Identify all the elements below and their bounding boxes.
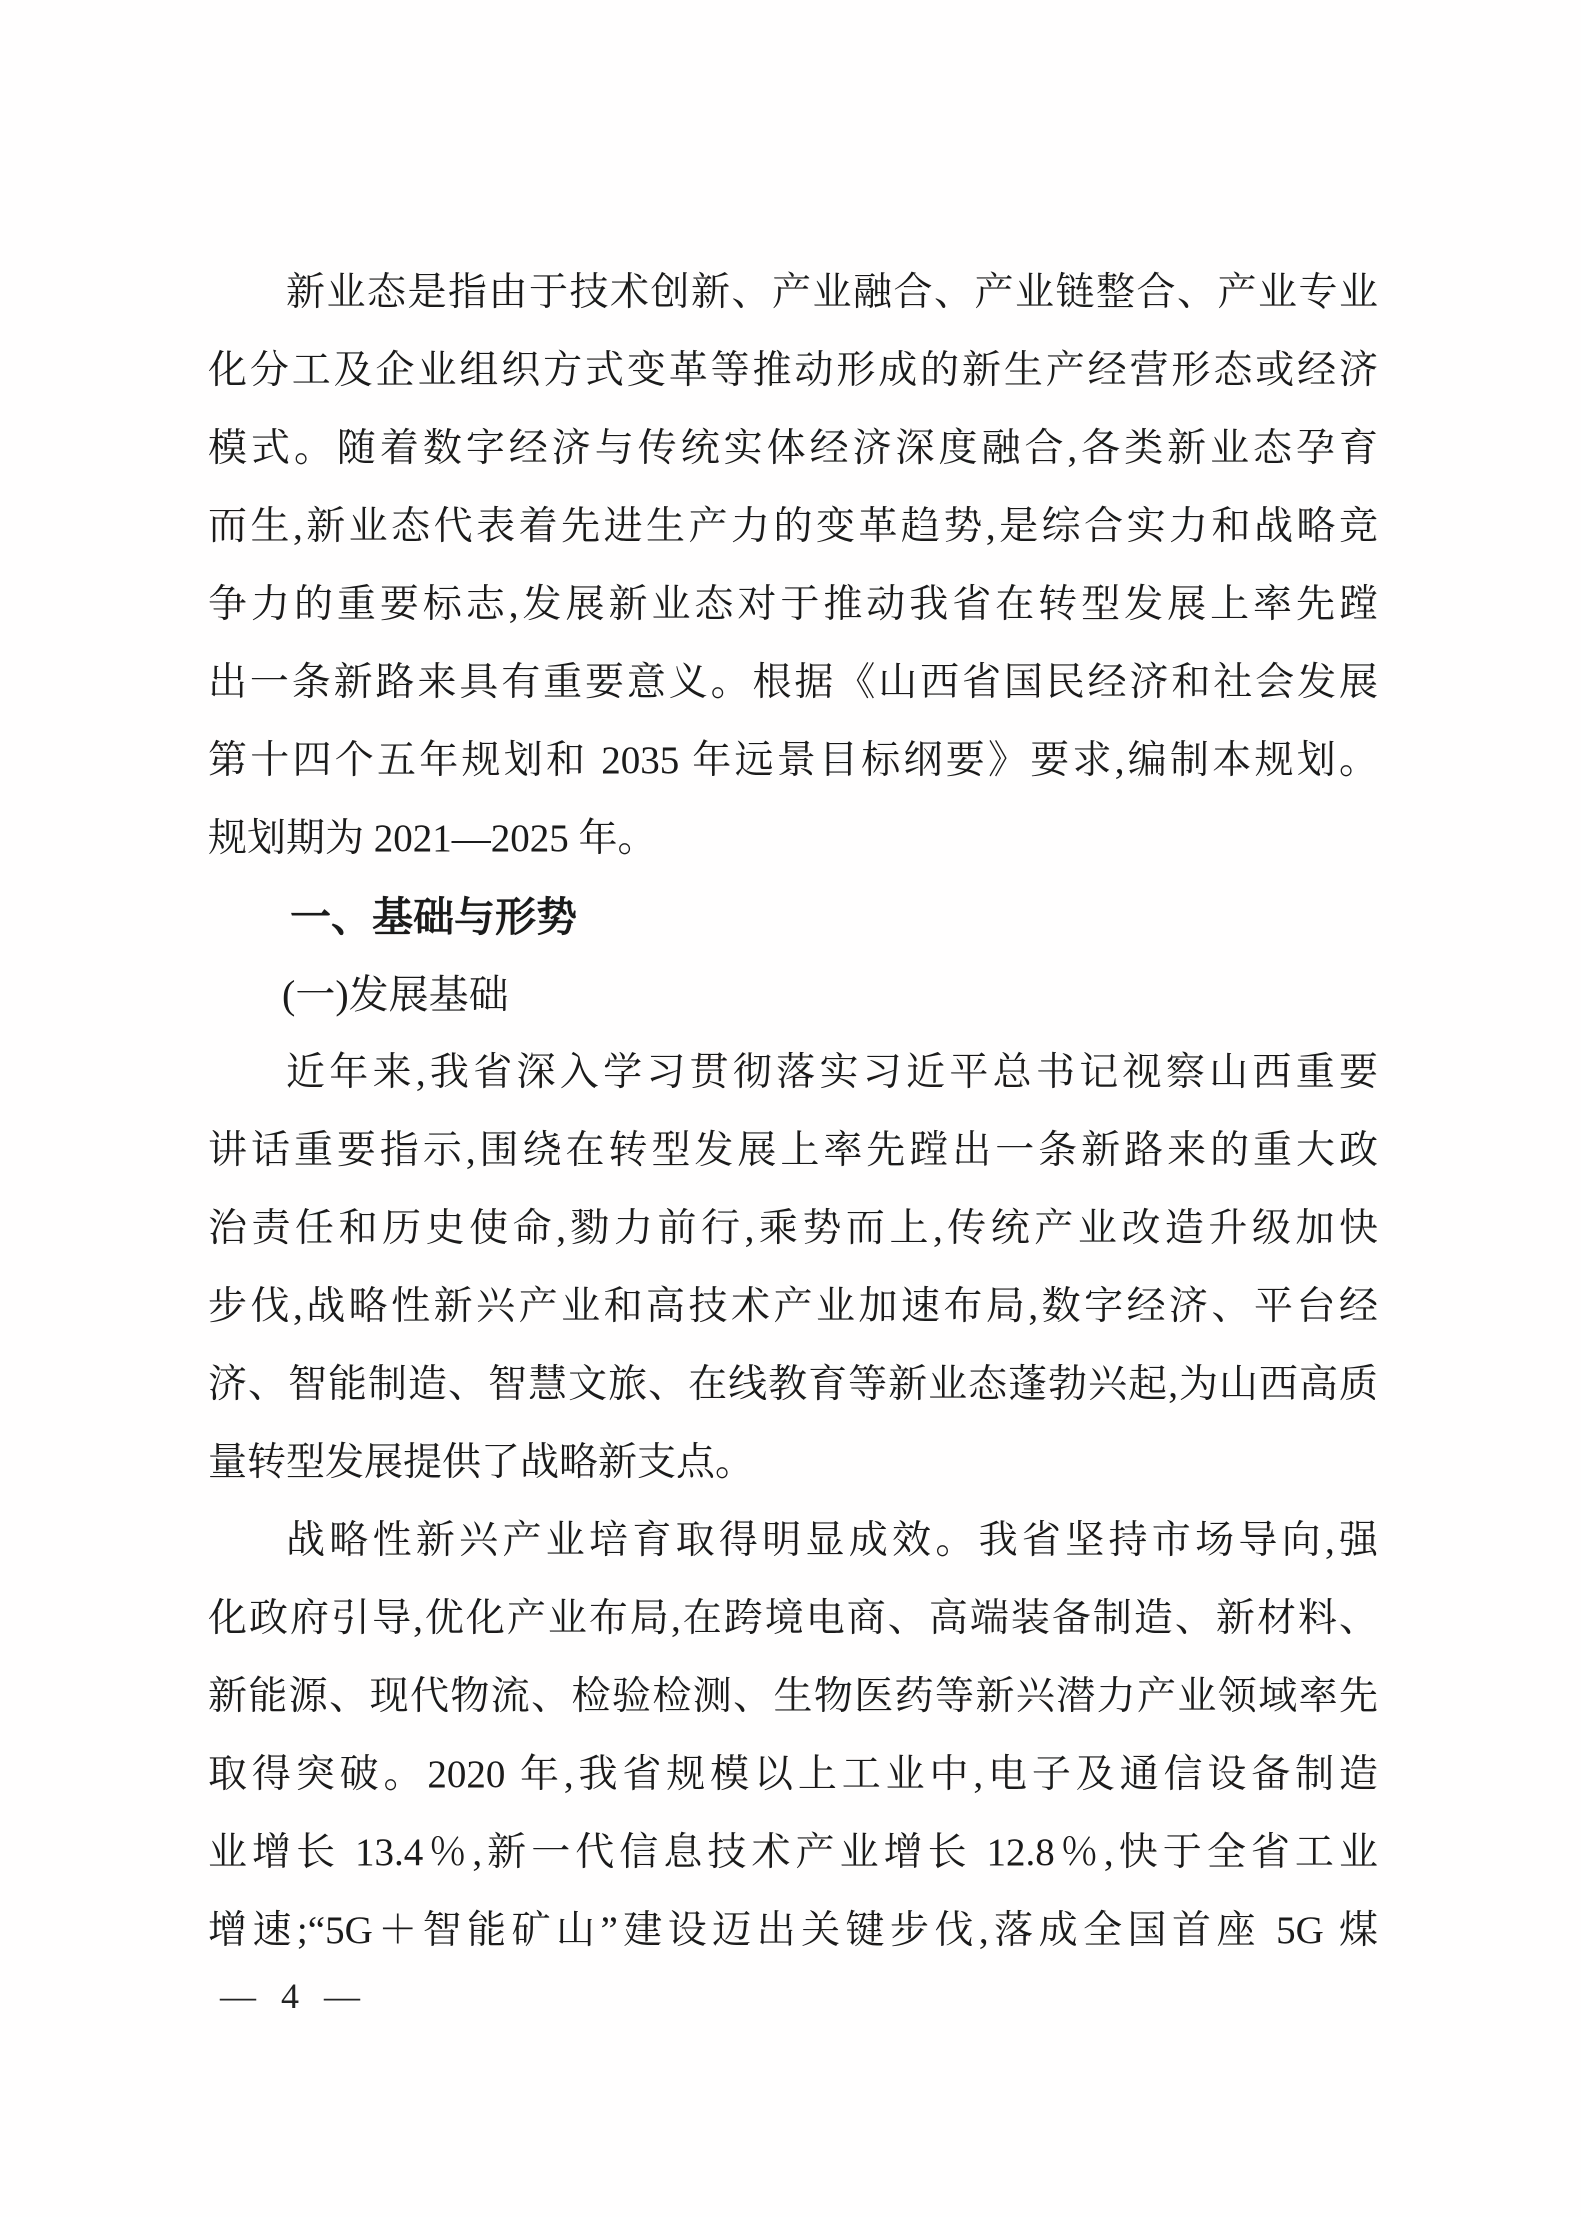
text-line: 治责任和历史使命,勠力前行,乘势而上,传统产业改造升级加快 [208,1207,1378,1250]
text-line: 济、智能制造、智慧文旅、在线教育等新业态蓬勃兴起,为山西高质 [208,1363,1378,1406]
text-line: 争力的重要标志,发展新业态对于推动我省在转型发展上率先蹚 [208,583,1378,626]
page-number: — 4 — [220,1976,360,2016]
text-line: 讲话重要指示,围绕在转型发展上率先蹚出一条新路来的重大政 [208,1129,1378,1172]
subsection-heading: (一)发展基础 [282,972,509,1017]
text-line: 业增长 13.4％,新一代信息技术产业增长 12.8％,快于全省工业 [208,1831,1378,1874]
text-line: 新能源、现代物流、检验检测、生物医药等新兴潜力产业领域率先 [208,1675,1378,1718]
text-line: 取得突破。2020 年,我省规模以上工业中,电子及通信设备制造 [208,1753,1378,1796]
text-line: 步伐,战略性新兴产业和高技术产业加速布局,数字经济、平台经 [208,1285,1378,1328]
text-line: 新业态是指由于技术创新、产业融合、产业链整合、产业专业 [286,271,1378,314]
text-line: 而生,新业态代表着先进生产力的变革趋势,是综合实力和战略竞 [208,505,1378,548]
text-line: 规划期为 2021—2025 年。 [208,817,657,860]
text-line: 出一条新路来具有重要意义。根据《山西省国民经济和社会发展 [208,661,1378,704]
text-line: 化政府引导,优化产业布局,在跨境电商、高端装备制造、新材料、 [208,1597,1378,1640]
text-line: 战略性新兴产业培育取得明显成效。我省坚持市场导向,强 [286,1519,1378,1562]
text-line: 近年来,我省深入学习贯彻落实习近平总书记视察山西重要 [286,1051,1378,1094]
text-line: 量转型发展提供了战略新支点。 [208,1441,755,1484]
text-line: 化分工及企业组织方式变革等推动形成的新生产经营形态或经济 [208,349,1378,392]
section-heading: 一、基础与形势 [290,894,577,940]
document-body [208,254,1378,1970]
text-line: 模式。随着数字经济与传统实体经济深度融合,各类新业态孕育 [208,427,1378,470]
text-line: 增速;“5G＋智能矿山”建设迈出关键步伐,落成全国首座 5G 煤 [208,1909,1378,1952]
text-line: 第十四个五年规划和 2035 年远景目标纲要》要求,编制本规划。 [208,739,1378,782]
